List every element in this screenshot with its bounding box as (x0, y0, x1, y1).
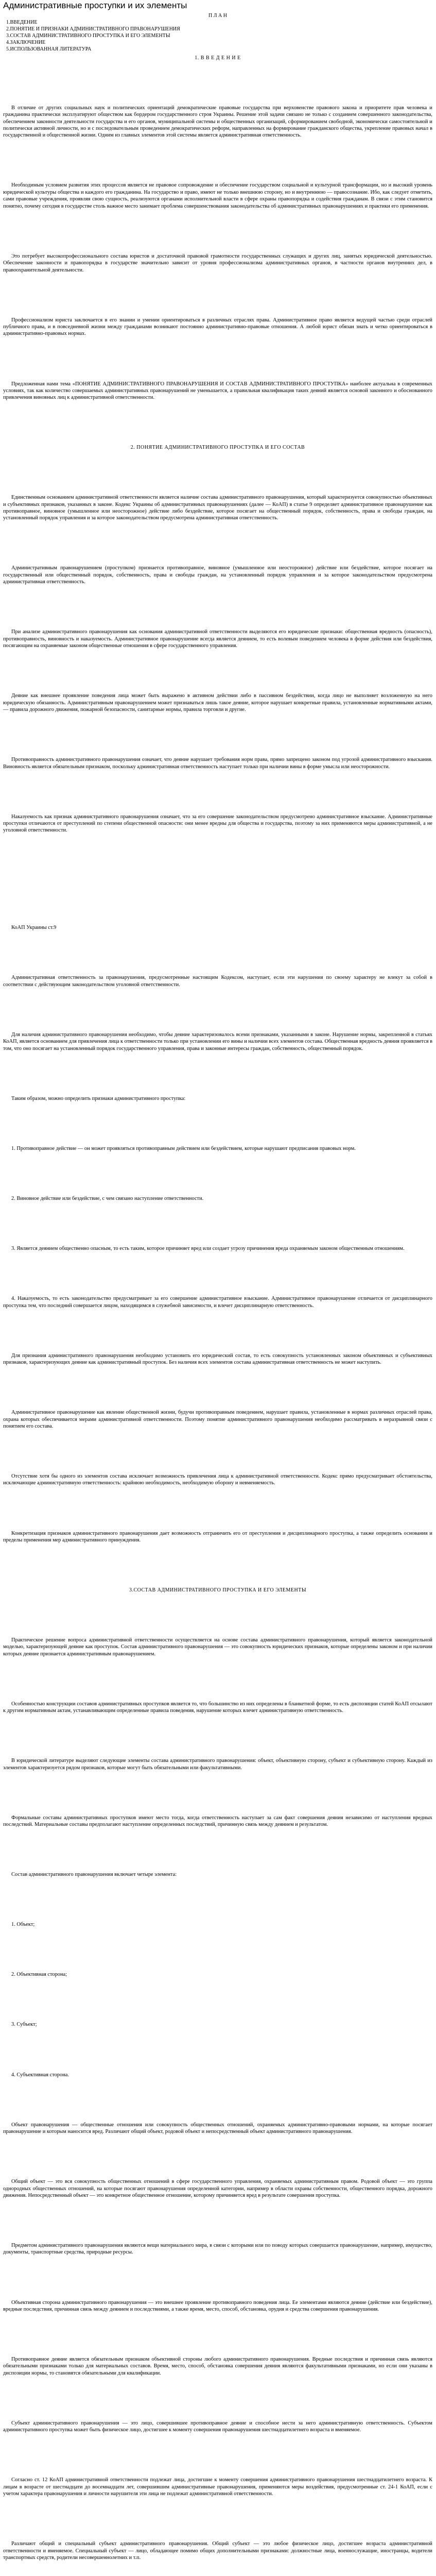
paragraph: Наказуемость как признак административного правонарушения означает, что за его совершение законодательством предусмотрено административное взыскание. Административные проступки отличаются от преступлений по степени общественной опасности: они менее вредны для общества и государства, поэтому за них применяются меры административной, а не уголовной ответственности. (3, 814, 432, 834)
paragraph: Необходимым условием развития этих процессов является не правовое сопровождение и обеспечение государством социальной и культурной трансформации, но и высокий уровень юридической культуры общества и каждого его гражданина. На государство и право, имеют не только внешнюю сторону, но и внутреннюю — правосознание. Ибо, как следует отметить, сами правовые учреждения, проявляя свою сущность, реализуются органами исполнительной власти в сфере охраны правопорядка и содействия гражданам. В связи с этим становится понятно, почему сегодня в государстве столь важное место занимает проблема совершенствования законодательства об административных правонарушениях и практики его применения. (3, 182, 432, 209)
paragraph: 1. Объект; (11, 1922, 35, 1928)
paragraph: Административное правонарушение как явление общественной жизни, будучи противоправным поведением, нарушает правила, установленные в нормах различных отраслей права, охрана которых обеспечивается мерами административной ответственности. Поэтому понятие административного правонарушения необходимо рассматривать в неразрывной связи с понятием его состава. (3, 1410, 432, 1429)
section-heading: 3.СОСТАВ АДМИНИСТРАТИВНОГО ПРОСТУПКА И ЕГО ЭЛЕМЕНТЫ (129, 1587, 307, 1594)
paragraph: КоАП Украины ст.9 (11, 925, 57, 931)
paragraph: Состав административного правонарушения включает четыре элемента: (11, 1872, 177, 1878)
paragraph: Профессионализм юриста заключается в его знании и умении ориентироваться в различных отраслях права. Административное право является ведущей частью среди отраслей публичного права, и в повседневной жизни между гражданами возникают постоянно административно-правовые отношения. А любой юрист обязан знать и четко ориентироваться в административно-правовых нормах. (3, 317, 432, 337)
paragraph: 2. Виновное действие или бездействие, с чем связано наступление ответственности. (11, 1195, 204, 1201)
paragraph: Различают общий и специальный субъект административного правонарушения. Общий субъект — это любое физическое лицо, достигшее возраста административной ответственности и вменяемое. Специальный субъект — лицо, обладающее помимо общих дополнительными признаками: должностные лица, военнослужащие, иностранцы, водители транспортных средств, родители несовершеннолетних и т.п. (3, 2541, 432, 2561)
paragraph: Административным правонарушением (проступком) признается противоправное, виновное (умышленное или неосторожное) действие или бездействие, которое посягает на государственный или общественный порядок, собственность, права и свободы граждан, на установленный порядок управления и за которое законодательством предусмотрена административная ответственность. (3, 565, 432, 585)
paragraph: В юридической литературе выделяют следующие элементы состава административного правонарушения: объект, объективную сторону, субъект и субъективную сторону. Каждый из элементов характеризуется рядом признаков, которые могут быть обязательными или факультативными. (3, 1758, 432, 1771)
paragraph: Согласно ст. 12 КоАП административной ответственности подлежат лица, достигшие к моменту совершения административного правонарушения шестнадцатилетнего возраста. К лицам в возрасте от шестнадцати до восемнадцати лет, совершившим административные правонарушения, применяются меры воздействия, предусмотренные ст. 24-1 КоАП, если с учетом характера правонарушения и личности нарушителя эти лица не подлежат административной ответственности. (3, 2477, 432, 2497)
paragraph: Особенностью конструкции составов административных проступков является то, что большинство из них определены в бланкетной форме, то есть диспозиции статей КоАП отсылают к другим нормативным актам, устанавливающим определенные правила поведения, нарушение которых влечет административную ответственность. (3, 1701, 432, 1714)
paragraph: 4. Субъективная сторона. (11, 2072, 69, 2078)
paragraph: Предложенная нами тема «ПОНЯТИЕ АДМИНИСТРАТИВНОГО ПРАВОНАРУШЕНИЯ И СОСТАВ АДМИНИСТРАТИВНОГО ПРОСТУПКА» наиболее актуальна в современных условиях, так как количество совершаемых административных правонарушений не уменьшается, а правильная квалификация таких деяний является основой законного и обоснованного привлечения виновных лиц к административной ответственности. (3, 381, 432, 401)
document-sections (3, 55, 432, 2576)
paragraph: 1. Противоправное действие — он может проявляться противоправным действием или бездействием, которые нарушают предписания правовых норм. (11, 1145, 356, 1151)
paragraph: Общий объект — это вся совокупность общественных отношений в сфере государственного управления, охраняемых административным правом. Родовой объект — это группа однородных общественных отношений, на которые посягают правонарушения определенной категории, например в области охраны собственности, общественного порядка, дорожного движения. Непосредственный объект — это конкретное общественное отношение, которому причиняется вред в результате совершения проступка. (3, 2179, 432, 2198)
paragraph: Конкретизация признаков административного правонарушения дает возможность отграничить его от преступления и дисциплинарного проступка, а также определить основания и пределы применения мер административного принуждения. (3, 1530, 432, 1543)
paragraph: Противоправное деяние является обязательным признаком объективной стороны любого административного правонарушения. Вредные последствия и причинная связь являются обязательными признаками только для материальных составов. Время, место, способ, обстановка совершения деяния являются факультативными признаками, но если они указаны в диспозиции нормы, то становятся обязательными для квалификации. (3, 2357, 432, 2376)
section-heading: 2. ПОНЯТИЕ АДМИНИСТРАТИВНОГО ПРОСТУПКА И ЕГО СОСТАВ (130, 445, 305, 451)
document-title: Административные проступки и их элементы (3, 1, 187, 10)
plan-heading: П Л А Н (208, 13, 227, 19)
paragraph: Отсутствие хотя бы одного из элементов состава исключает возможность привлечения лица к административной ответственности. Кодекс прямо предусматривает обстоятельства, исключающие административную ответственность: крайнюю необходимость, необходимую оборону и невменяемость. (3, 1473, 432, 1486)
table-of-contents (3, 19, 432, 53)
toc-item: 4.ЗАКЛЮЧЕНИЕ (6, 40, 46, 45)
paragraph: В отличие от других социальных наук и политических ориентаций демократические правовые государства при верховенстве правового закона и приоритете прав человека и гражданина практически эксплуатируют обществом как бордером государственного строя Украины. Решение этой задачи связано не только с созданием совершенного законодательства, обеспечением законности деятельности государства и его органов, муниципальной системы и общественных организаций, сформированием свободной, экономически самостоятельной и политически активной личности, но и с последовательным проведением демократических реформ, направленных на формирование гражданского общества, укрепление правовых начал в государственной и общественной жизни. Одним из главных элементов этой системы является административная ответственность. (3, 105, 432, 139)
paragraph: Объект правонарушения — общественные отношения или совокупность общественных отношений, охраняемых административно-правовыми нормами, на которые посягает правонарушение и которым наносится вред. Различают общий объект, родовой объект и непосредственный объект административного правонарушения. (3, 2122, 432, 2134)
paragraph: Практическое решение вопроса административной ответственности осуществляется на основе состава административного правонарушения, который является законодательной моделью, характеризующей деяние как проступок. Состав административного правонарушения — это совокупность юридических признаков, которые определены законом и при наличии которых деяние признается административным правонарушением. (3, 1637, 432, 1657)
section-heading: 1. В В Е Д Е Н И Е (195, 55, 241, 61)
section-gap (3, 877, 432, 882)
paragraph: Таким образом, можно определить признаки административного проступка: (11, 1095, 186, 1101)
paragraph: При анализе административного правонарушения как основания административной ответственности выделяются его юридические признаки: общественная вредность (опасность), противоправность, виновность и наказуемость. Административное правонарушение всегда является деянием, то есть волевым поведением человека в форме действия или бездействия, посягающим на охраняемые законом общественные отношения в сфере государственного управления. (3, 629, 432, 649)
paragraph: Противоправность административного правонарушения означает, что деяние нарушает требования норм права, прямо запрещено законом под угрозой административного взыскания. Виновность является обязательным признаком, поскольку административная ответственность наступает только при наличии вины в форме умысла или неосторожности. (3, 757, 432, 770)
document-content (3, 11, 432, 2576)
paragraph: Формальные составы административных проступков имеют место тогда, когда ответственность наступает за сам факт совершения деяния независимо от наступления вредных последствий. Материальные составы предполагают наступление определенных последствий, причинную связь между деянием и результатом. (3, 1815, 432, 1828)
paragraph: 2. Объективная сторона; (11, 1972, 67, 1978)
toc-item: 2.ПОНЯТИЕ И ПРИЗНАКИ АДМИНИСТРАТИВНОГО ПРАВОНАРУШЕНИЯ (6, 26, 180, 32)
paragraph: 3. Является деянием общественно опасным, то есть таким, которое причиняет вред или создает угрозу причинения вреда охраняемым законом общественным отношениям. (11, 1246, 405, 1252)
paragraph: Административная ответственность за правонарушения, предусмотренные настоящим Кодексом, наступает, если эти нарушения по своему характеру не влекут за собой в соответствии с действующим законодательством уголовной ответственности. (3, 975, 432, 988)
paragraph: 4. Наказуемость, то есть законодательство предусматривает за его совершение административное взыскание. Административное правонарушение отличается от дисциплинарного проступка тем, что последний совершается лицом, находящимся в служебной зависимости, и влечет дисциплинарную ответственность. (3, 1296, 432, 1309)
toc-item: 5.ИСПОЛЬЗОВАННАЯ ЛИТЕРАТУРА (6, 46, 92, 52)
toc-item: 1.ВВЕДЕНИЕ (6, 20, 38, 25)
paragraph: Субъект административного правонарушения — это лицо, совершившее противоправное деяние и способное нести за него административную ответственность. Субъектом административного проступка может быть физическое лицо, достигшее к моменту совершения правонарушения шестнадцатилетнего возраста и вменяемое. (3, 2420, 432, 2433)
paragraph: Для признания административного правонарушения необходимо установить его юридический состав, то есть совокупность установленных законом объективных и субъективных признаков, характеризующих деяние как административный проступок. Без наличия всех элементов состава административная ответственность не может наступить. (3, 1352, 432, 1366)
paragraph: Деяние как внешнее проявление поведения лица может быть выражено в активном действии либо в пассивном бездействии, когда лицо не выполняет возложенную на него юридическую обязанность. Административным правонарушением может признаваться лишь такое деяние, которое нарушает конкретные правила, установленные нормативными актами, — правила дорожного движения, пожарной безопасности, санитарные нормы, правила торговли и другие. (3, 693, 432, 713)
toc-item: 3.СОСТАВ АДМИНИСТРАТИВНОГО ПРОСТУПКА И ЕГО ЭЛЕМЕНТЫ (6, 33, 170, 39)
paragraph: 3. Субъект; (11, 2022, 37, 2028)
paragraph: Для наличия административного правонарушения необходимо, чтобы деяние характеризовалось всеми признаками, указанными в законе. Нарушение нормы, закрепленной в статьях КоАП, является основанием для привлечения лица к ответственности только при установлении его вины и наличии всех элементов состава. Общественная вредность деяния проявляется в том, что оно посягает на установленный порядок государственного управления, права и законные интересы граждан, собственность, общественный порядок. (3, 1031, 432, 1052)
paragraph: Это потребует высокопрофессионального состава юристов и достаточной правовой грамотности государственных служащих и других лиц, занятых юридической деятельностью. Обеспечение законности и правопорядка в государстве значительно зависит от уровня профессионализма административных органов, в частности органов внутренних дел, в правоохранительной деятельности. (3, 253, 432, 273)
paragraph: Единственным основанием административной ответственности является наличие состава административного правонарушения, который характеризуется совокупностью объективных и субъективных признаков, указанных в законе. Кодекс Украины об административных правонарушениях (далее — КоАП) в статье 9 определяет административное правонарушение как противоправное, виновное (умышленное или неосторожное) действие либо бездействие, которое посягает на общественный порядок, собственность, права и свободы граждан, на установленный порядок управления и за которое законодательством предусмотрена административная ответственность. (3, 495, 432, 521)
paragraph: Предметом административного правонарушения являются вещи материального мира, в связи с которыми или по поводу которых совершается правонарушение, например, имущество, документы, транспортные средства, природные ресурсы. (3, 2243, 432, 2256)
paragraph: Объективная сторона административного правонарушения — это внешнее проявление противоправного поведения лица. Ее элементами являются деяние (действие или бездействие), вредные последствия, причинная связь между деянием и последствиями, а также время, место, способ, обстановка, орудия и средства совершения правонарушения. (3, 2299, 432, 2312)
